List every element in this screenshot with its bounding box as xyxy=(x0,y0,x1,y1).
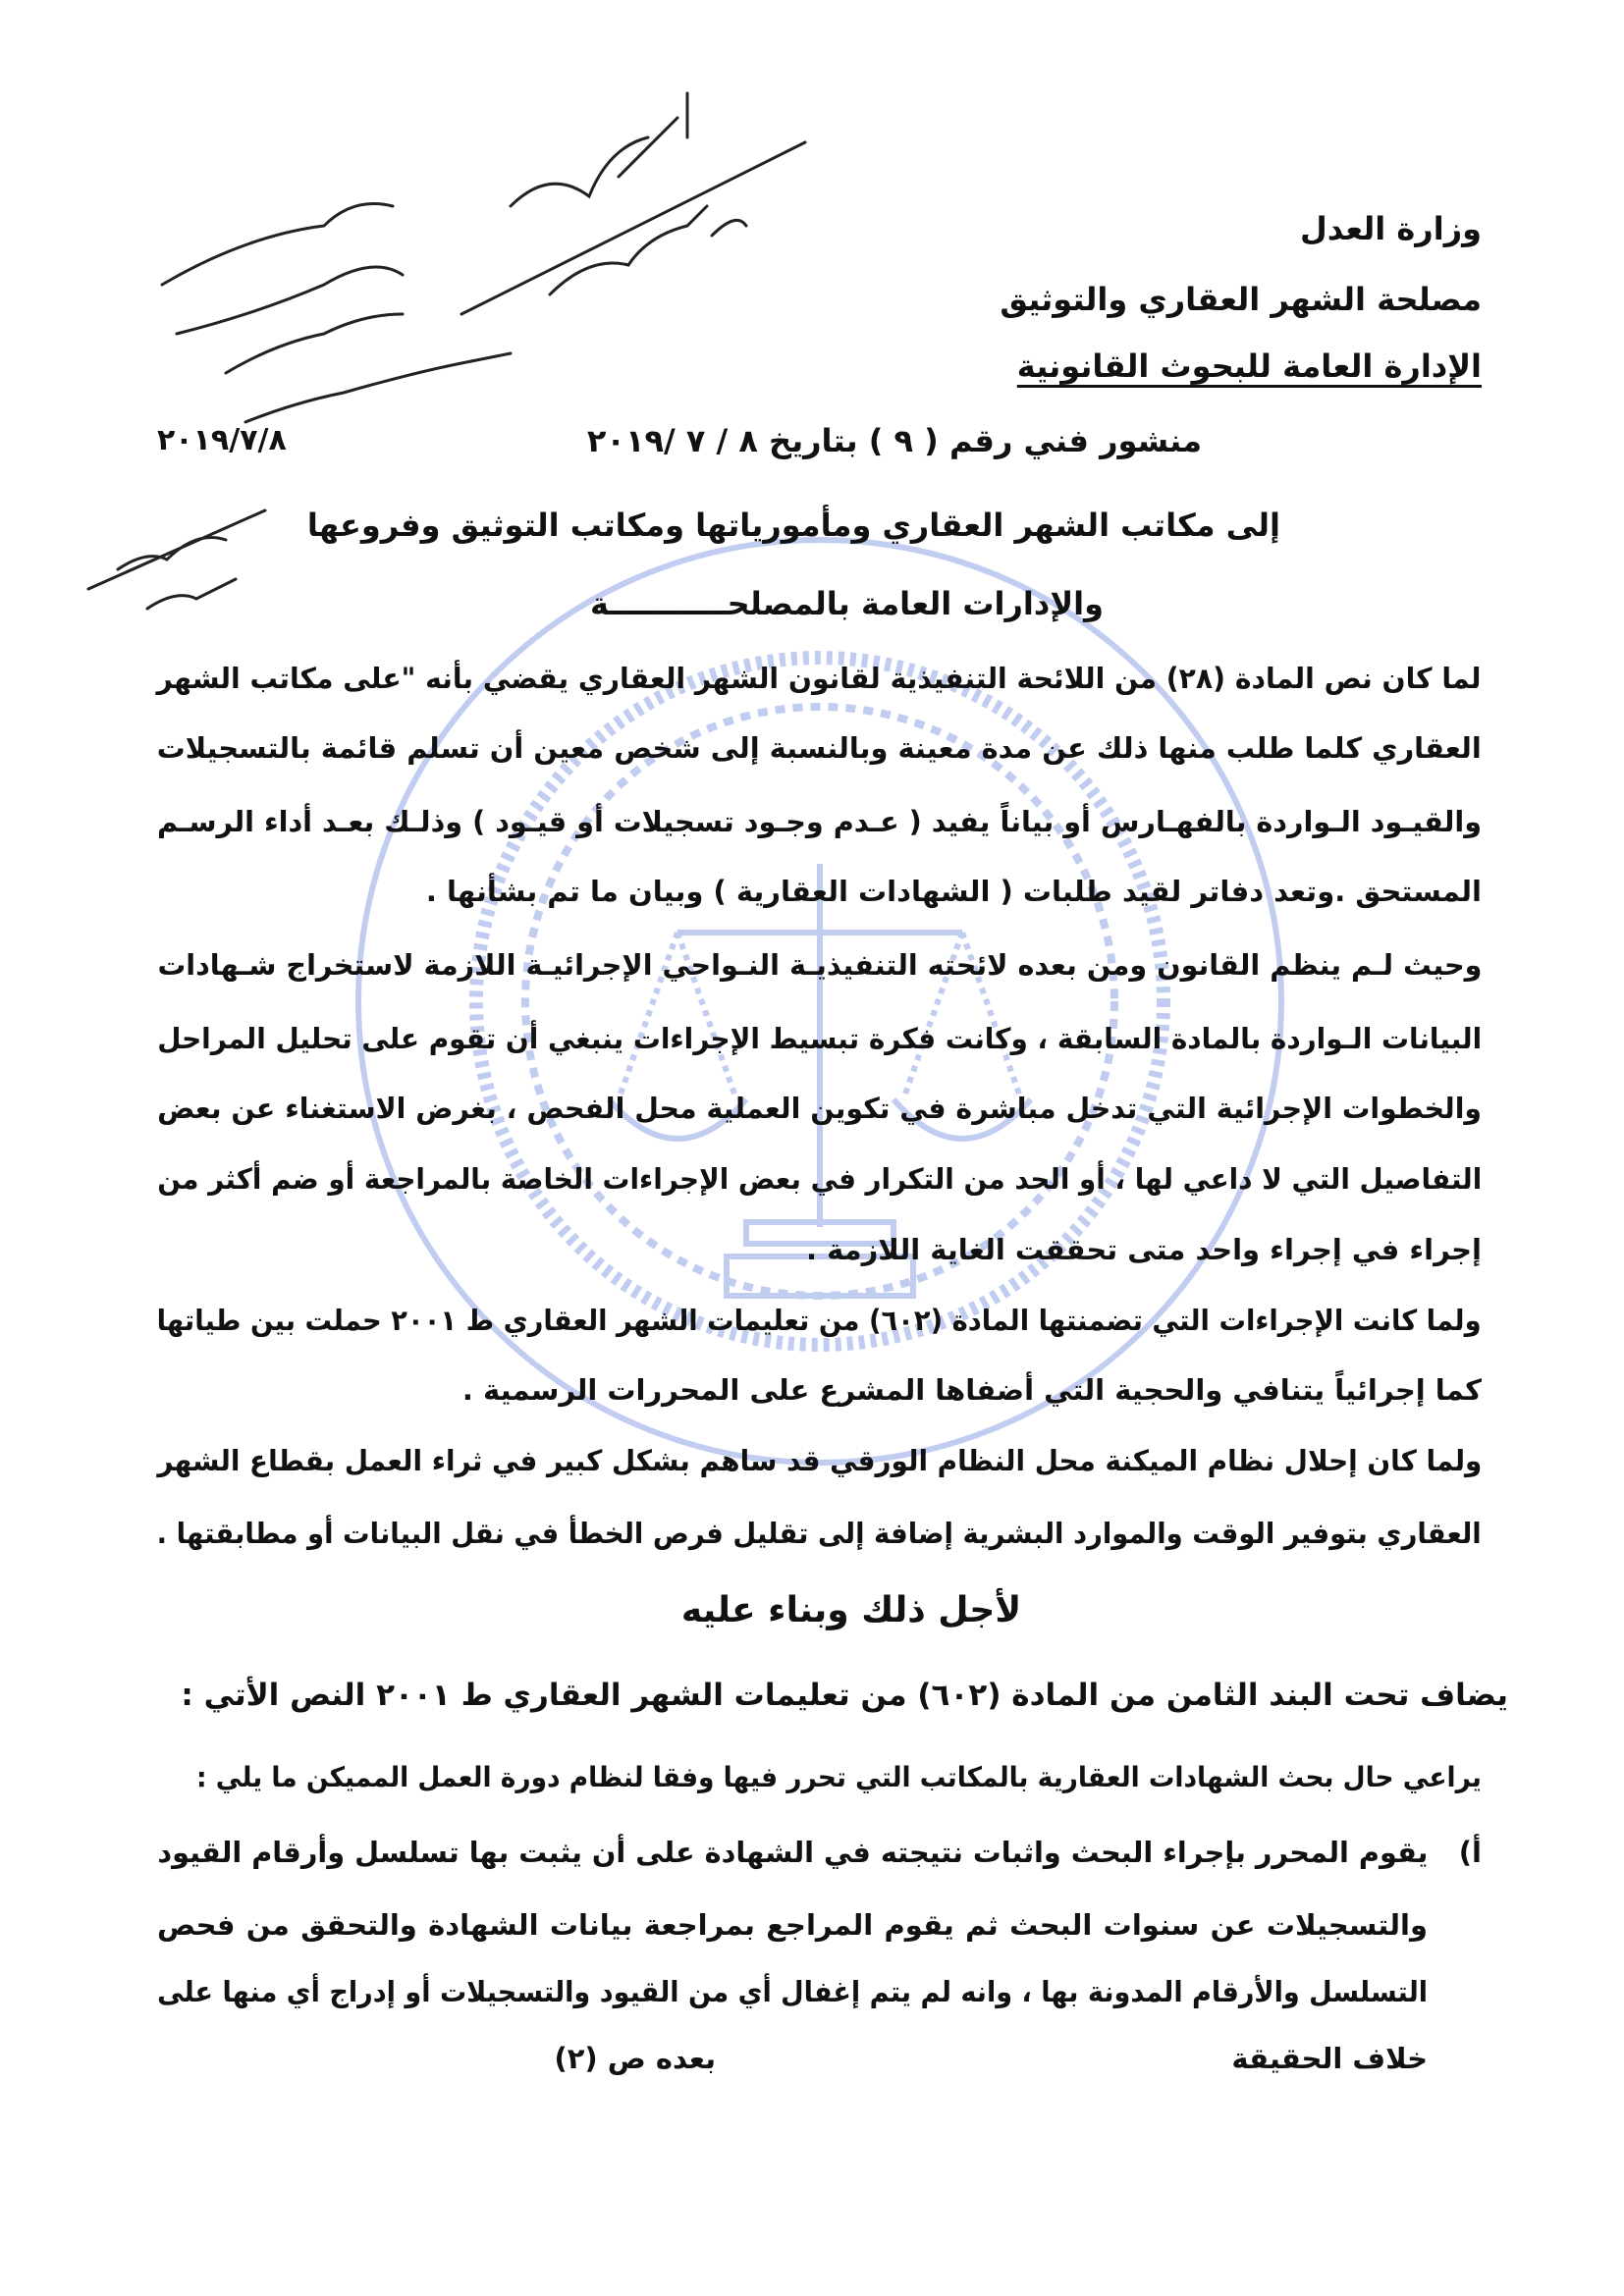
item-a-line xyxy=(157,1832,1428,1873)
paragraph-4-line xyxy=(157,1513,1482,1554)
paragraph-2-line xyxy=(157,1158,1482,1200)
ministry-name: وزارة العدل xyxy=(1299,210,1482,247)
handwritten-signature xyxy=(226,314,511,422)
line-text: ولما كانت الإجراءات التي تضمنتها المادة (٦٠٢) من تعليمات الشهر العقاري ط ٢٠٠١ حملت بين طياتها xyxy=(157,1304,1482,1337)
observe-clause xyxy=(196,1757,1482,1798)
paragraph-1-line xyxy=(157,727,1482,769)
paragraph-1-line xyxy=(157,801,1482,842)
line-text: التسلسل والأرقام المدونة بها ، وانه لم يتم إغفال أي من القيود والتسجيلات أو إدراج أي منها على xyxy=(157,1975,1428,2008)
line-text: والقيـود الـواردة بالفهـارس أو بياناً يفيد ( عـدم وجـود تسجيلات أو قيـود ) وذلـك بعـد أداء الرسـم xyxy=(157,805,1482,838)
addition-clause-text: يضاف تحت البند الثامن من المادة (٦٠٢) من تعليمات الشهر العقاري ط ٢٠٠١ النص الأتي : xyxy=(181,1678,1508,1713)
observe-clause-text: يراعي حال بحث الشهادات العقارية بالمكاتب التي تحرر فيها وفقا لنظام دورة العمل المميكن ما يلي : xyxy=(196,1761,1482,1793)
handwritten-signature xyxy=(162,204,403,335)
line-text: العقاري بتوفير الوقت والموارد البشرية إضافة إلى تقليل فرص الخطأ في نقل البيانات أو مطابقتها . xyxy=(157,1517,1482,1550)
page-continuation: بعده ص (٢) xyxy=(554,2042,716,2075)
line-text: والتسجيلات عن سنوات البحث ثم يقوم المراجع بمراجعة بيانات الشهادة والتحقق من فحص xyxy=(157,1908,1428,1942)
line-text: والخطوات الإجرائية التي تدخل مباشرة في تكوين العملية محل الفحص ، بغرض الاستغناء عن بعض xyxy=(157,1092,1482,1125)
department-name: الإدارة العامة للبحوث القانونية xyxy=(1016,347,1482,385)
item-a-line: خلاف الحقيقة xyxy=(1231,2042,1428,2075)
handwritten-note xyxy=(511,93,687,206)
paragraph-2-line xyxy=(157,944,1482,986)
circular-date: ٢٠١٩/٧/٨ xyxy=(157,423,287,457)
line-text: البيانات الـواردة بالمادة السابقة ، وكانت فكرة تبسيط الإجراءات ينبغي أن تقوم على تحليل المراحل xyxy=(157,1022,1482,1055)
address-line-1 xyxy=(298,505,1280,546)
authority-name: مصلحة الشهر العقاري والتوثيق xyxy=(1000,281,1482,318)
line-text: ولما كان إحلال نظام الميكنة محل النظام الورقي قد ساهم بشكل كبير في ثراء العمل بقطاع الشهر xyxy=(157,1444,1482,1477)
circular-label: منشور فني رقم ( ٩ ) بتاريخ ٨ / ٧ /٢٠١٩ xyxy=(586,422,1202,459)
handwritten-stroke xyxy=(461,142,805,314)
line-text: وحيث لـم ينظم القانون ومن بعده لائحته التنفيذيـة النـواحي الإجرائيـة اللازمة لاستخراج شـهادات xyxy=(157,948,1482,982)
item-a-line xyxy=(157,1904,1428,1946)
paragraph-3-line xyxy=(157,1300,1482,1341)
paragraph-3-line xyxy=(157,1369,1482,1411)
line-text: كما إجرائياً يتنافي والحجية التي أضفاها المشرع على المحررات الرسمية . xyxy=(461,1373,1482,1407)
paragraph-1-line xyxy=(157,871,1482,912)
resolution-title: لأجل ذلك وبناء عليه xyxy=(680,1590,1022,1630)
paragraph-2-line xyxy=(157,1229,1482,1270)
paragraph-2-line xyxy=(157,1088,1482,1129)
address-line-2-text: والإدارات العامة بالمصلحـــــــــــة xyxy=(589,585,1104,622)
line-text: التفاصيل التي لا داعي لها ، أو الحد من التكرار في بعض الإجراءات الخاصة بالمراجعة أو ضم أكثر من xyxy=(157,1162,1482,1196)
circular-number-date xyxy=(514,420,1202,461)
line-text: العقاري كلما طلب منها ذلك عن مدة معينة وبالنسبة إلى شخص معين أن تسلم قائمة بالتسجيلات xyxy=(157,731,1482,765)
item-a-line xyxy=(157,1971,1428,2012)
item-a-marker: أ) xyxy=(1458,1836,1482,1869)
line-text: لما كان نص المادة (٢٨) من اللائحة التنفيذية لقانون الشهر العقاري يقضي بأنه "على مكاتب الشهر xyxy=(157,662,1482,695)
address-line-1-text: إلى مكاتب الشهر العقاري ومأمورياتها ومكاتب التوثيق وفروعها xyxy=(306,507,1280,544)
addition-clause xyxy=(137,1675,1508,1716)
line-text: يقوم المحرر بإجراء البحث واثبات نتيجته في الشهادة على أن يثبت بها تسلسل وأرقام القيود xyxy=(157,1836,1428,1869)
paragraph-1-line xyxy=(157,658,1482,699)
handwritten-note xyxy=(88,510,265,609)
paragraph-2-line xyxy=(157,1018,1482,1059)
paragraph-4-line xyxy=(157,1440,1482,1481)
line-text: إجراء في إجراء واحد متى تحققت الغاية اللازمة . xyxy=(805,1233,1482,1266)
address-line-2 xyxy=(495,583,1104,624)
line-text: المستحق .وتعد دفاتر لقيد طلبات ( الشهادات العقارية ) وبيان ما تم بشأنها . xyxy=(425,875,1482,908)
